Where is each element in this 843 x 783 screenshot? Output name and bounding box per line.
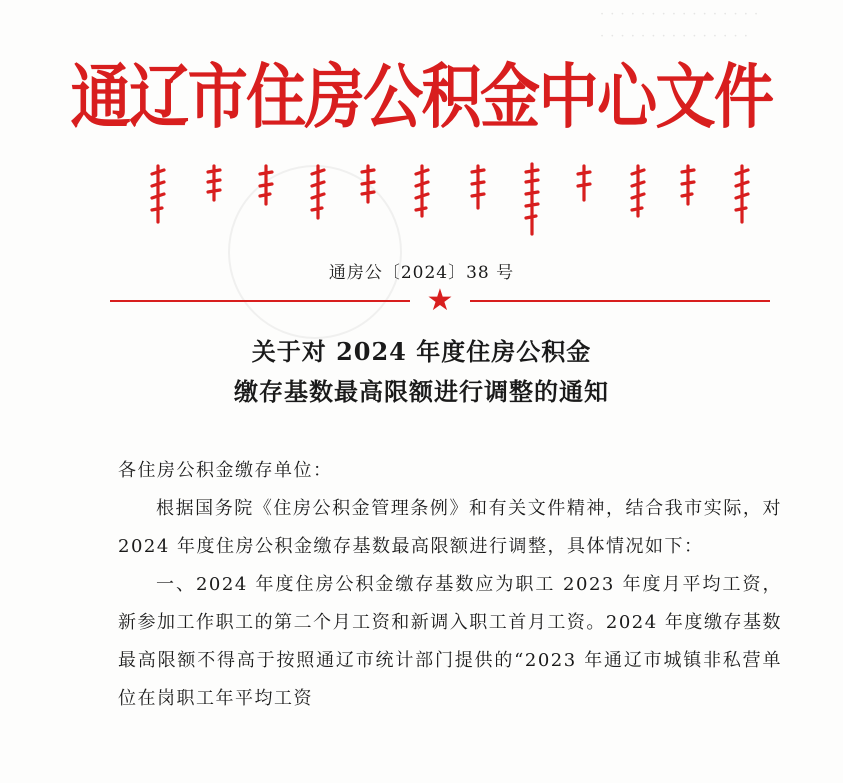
notice-title-line2: 缴存基数最高限额进行调整的通知 [234, 377, 609, 406]
salutation: 各住房公积金缴存单位： [118, 460, 333, 481]
paragraph-1: 根据国务院《住房公积金管理条例》和有关文件精神，结合我市实际，对 2024 年度住房公积金缴存基数最高限额进行调整，具体情况如下： [118, 498, 782, 557]
divider-line-right [470, 300, 770, 302]
mongolian-script-glyphs [140, 160, 760, 238]
mongolian-script-header [140, 160, 760, 238]
star-icon: ★ [426, 283, 454, 318]
notice-title-line1: 关于对 2024 年度住房公积金 [251, 337, 592, 366]
notice-body [118, 452, 782, 718]
bleed-through-text: · · · · · · · · · · · · · · · · · · · · · · · · · · · · · · · [600, 7, 760, 44]
divider-line-left [110, 300, 410, 302]
notice-title [0, 332, 843, 412]
document-number: 通房公〔2024〕38 号 [328, 263, 515, 283]
paragraph-2: 一、2024 年度住房公积金缴存基数应为职工 2023 年度月平均工资，新参加工作职工的第二个月工资和新调入职工首月工资。2024 年度缴存基数最高限额不得高于按照通辽市统计部门提供的“2023 年通辽市城镇非私营单位在岗职工年平均工资 [118, 574, 782, 709]
red-divider [110, 283, 770, 318]
document-header-title: 通辽市住房公积金中心文件 [70, 56, 773, 138]
